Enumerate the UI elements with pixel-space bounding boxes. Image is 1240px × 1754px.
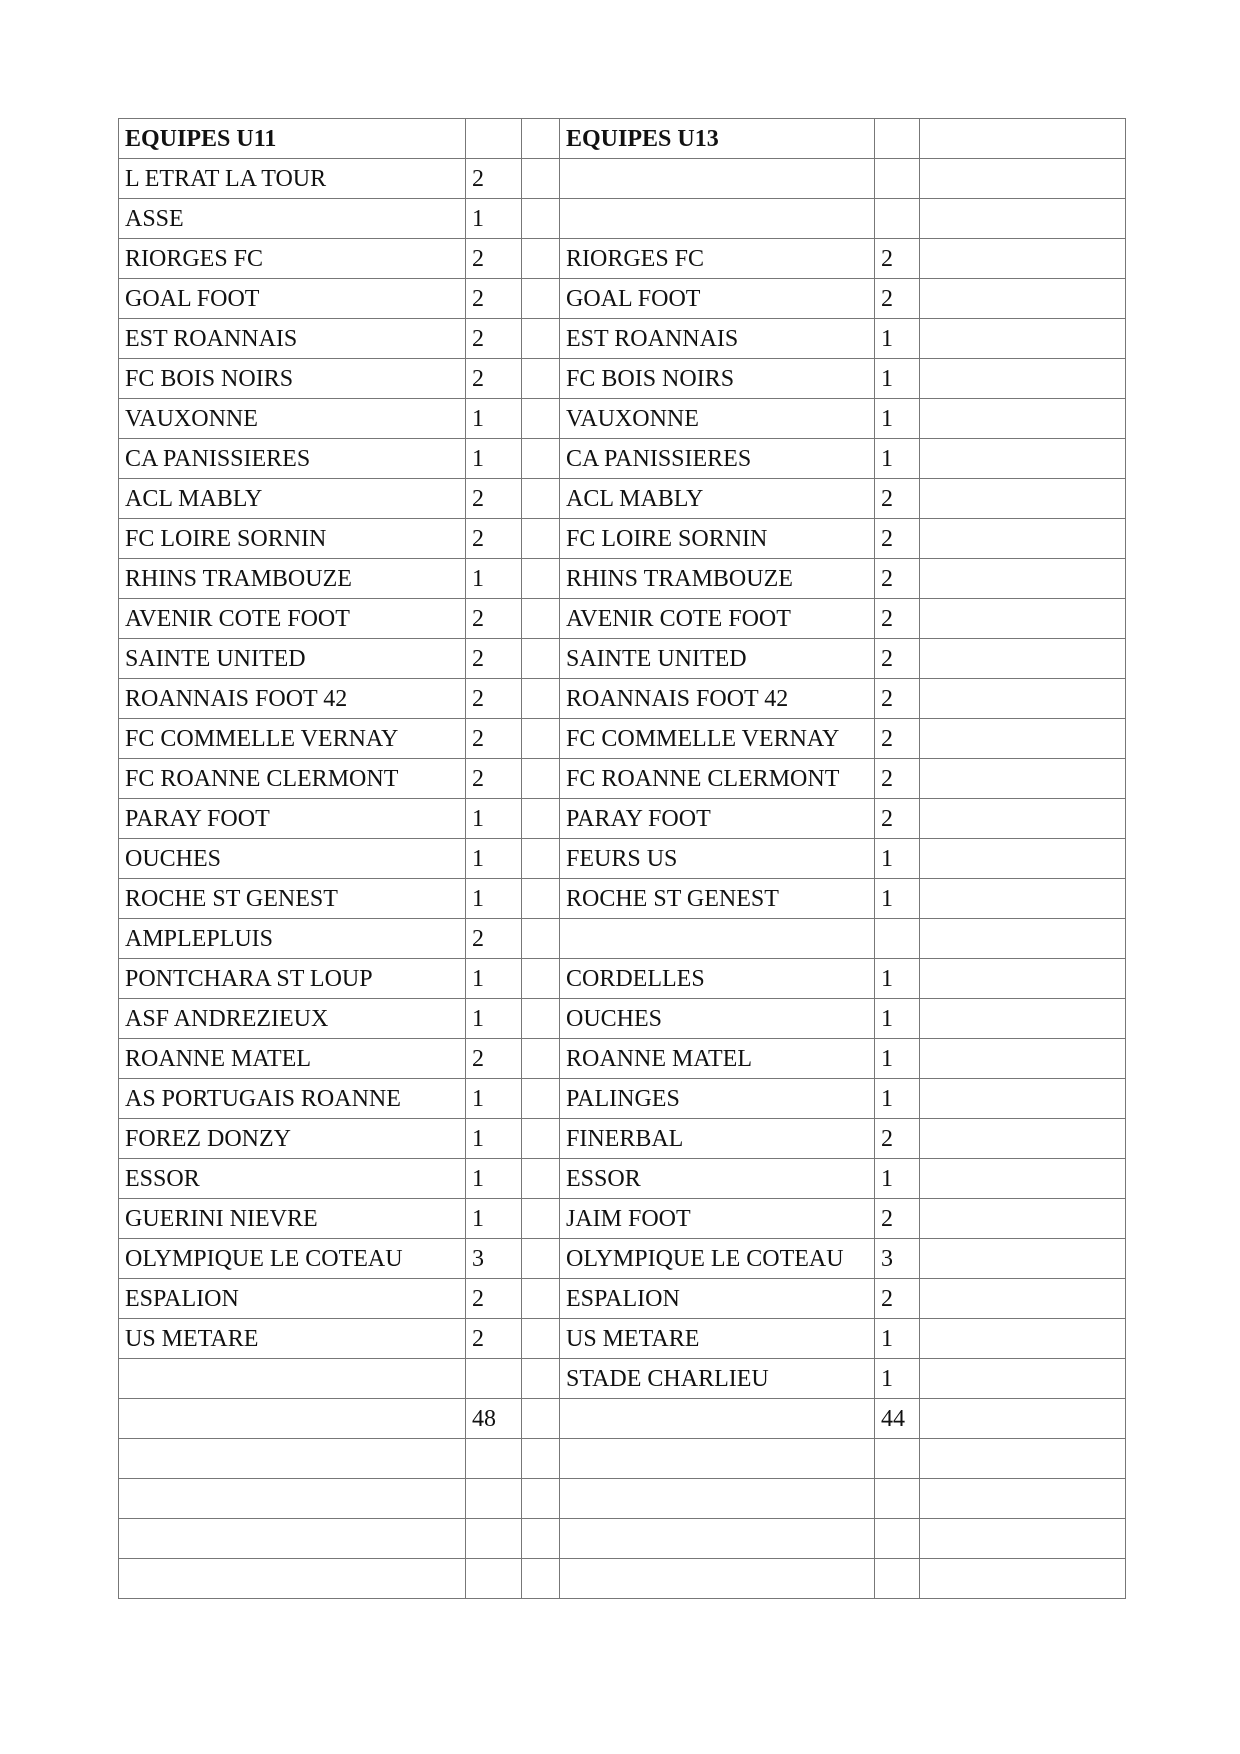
empty-row <box>119 1519 1126 1559</box>
u11-team-cell: PONTCHARA ST LOUP <box>119 959 466 999</box>
u11-team-cell: AMPLEPLUIS <box>119 919 466 959</box>
u11-total-cell: 48 <box>466 1399 522 1439</box>
extra-cell <box>920 559 1126 599</box>
empty-cell <box>522 1479 560 1519</box>
u13-team-cell: US METARE <box>560 1319 875 1359</box>
u11-count-cell: 1 <box>466 439 522 479</box>
spacer-cell <box>522 199 560 239</box>
u11-count-cell: 2 <box>466 319 522 359</box>
spacer-cell <box>522 839 560 879</box>
table-row <box>119 799 1126 839</box>
u11-count-cell: 1 <box>466 999 522 1039</box>
u13-count-cell: 2 <box>875 519 920 559</box>
table-row <box>119 159 1126 199</box>
extra-cell <box>920 839 1126 879</box>
u11-team-cell: OLYMPIQUE LE COTEAU <box>119 1239 466 1279</box>
u13-team-cell: FINERBAL <box>560 1119 875 1159</box>
u11-team-cell: ASSE <box>119 199 466 239</box>
table-row <box>119 679 1126 719</box>
u11-team-cell: AS PORTUGAIS ROANNE <box>119 1079 466 1119</box>
u11-count-cell: 3 <box>466 1239 522 1279</box>
u13-team-cell: STADE CHARLIEU <box>560 1359 875 1399</box>
extra-cell <box>920 1319 1126 1359</box>
u11-count-cell: 2 <box>466 719 522 759</box>
spacer-cell <box>522 679 560 719</box>
u11-count-cell: 2 <box>466 1039 522 1079</box>
extra-cell <box>920 319 1126 359</box>
u13-count-cell: 1 <box>875 1039 920 1079</box>
header-row <box>119 119 1126 159</box>
u13-count-cell: 1 <box>875 1319 920 1359</box>
u11-count-cell: 2 <box>466 1319 522 1359</box>
extra-cell <box>920 119 1126 159</box>
spacer-cell <box>522 1079 560 1119</box>
extra-cell <box>920 919 1126 959</box>
extra-cell <box>920 1359 1126 1399</box>
table-row <box>119 319 1126 359</box>
u13-count-cell: 1 <box>875 359 920 399</box>
u13-count-cell: 2 <box>875 1279 920 1319</box>
spacer-cell <box>522 1399 560 1439</box>
u11-count-cell: 2 <box>466 1279 522 1319</box>
u11-count-cell: 1 <box>466 799 522 839</box>
extra-cell <box>920 1079 1126 1119</box>
u13-team-cell: ACL MABLY <box>560 479 875 519</box>
u13-count-cell <box>875 159 920 199</box>
u11-count-cell <box>466 1359 522 1399</box>
u13-team-cell: CA PANISSIERES <box>560 439 875 479</box>
u13-team-cell: AVENIR COTE FOOT <box>560 599 875 639</box>
extra-cell <box>920 799 1126 839</box>
u11-count-cell: 2 <box>466 679 522 719</box>
spacer-cell <box>522 1359 560 1399</box>
table-row <box>119 839 1126 879</box>
spacer-cell <box>522 559 560 599</box>
empty-cell <box>920 1519 1126 1559</box>
u13-count-cell: 1 <box>875 399 920 439</box>
table-row <box>119 359 1126 399</box>
u13-team-cell: ROANNAIS FOOT 42 <box>560 679 875 719</box>
u11-team-cell: ROCHE ST GENEST <box>119 879 466 919</box>
u11-team-cell: RIORGES FC <box>119 239 466 279</box>
u11-team-cell: ACL MABLY <box>119 479 466 519</box>
u13-team-cell <box>560 159 875 199</box>
u11-team-cell: FC LOIRE SORNIN <box>119 519 466 559</box>
u11-count-cell: 2 <box>466 279 522 319</box>
extra-cell <box>920 1039 1126 1079</box>
spacer-cell <box>522 1119 560 1159</box>
table-row <box>119 719 1126 759</box>
table-row <box>119 999 1126 1039</box>
u11-team-cell: ROANNAIS FOOT 42 <box>119 679 466 719</box>
spacer-cell <box>522 279 560 319</box>
extra-cell <box>920 999 1126 1039</box>
extra-cell <box>920 1279 1126 1319</box>
table-row <box>119 1039 1126 1079</box>
u11-count-cell: 2 <box>466 159 522 199</box>
u13-total-label-cell <box>560 1399 875 1439</box>
teams-table-body <box>119 119 1126 1599</box>
u11-team-cell: ESSOR <box>119 1159 466 1199</box>
empty-cell <box>522 1559 560 1599</box>
u11-team-cell: ASF ANDREZIEUX <box>119 999 466 1039</box>
u11-count-cell: 1 <box>466 399 522 439</box>
empty-cell <box>119 1439 466 1479</box>
extra-cell <box>920 599 1126 639</box>
u13-count-cell: 2 <box>875 759 920 799</box>
empty-cell <box>560 1479 875 1519</box>
u13-count-cell: 1 <box>875 879 920 919</box>
spacer-cell <box>522 1319 560 1359</box>
empty-cell <box>119 1519 466 1559</box>
table-row <box>119 279 1126 319</box>
u13-count-cell: 3 <box>875 1239 920 1279</box>
u13-team-cell: JAIM FOOT <box>560 1199 875 1239</box>
u13-count-cell: 1 <box>875 959 920 999</box>
table-row <box>119 759 1126 799</box>
u13-count-cell: 2 <box>875 239 920 279</box>
u13-team-cell: OUCHES <box>560 999 875 1039</box>
u11-count-cell: 1 <box>466 879 522 919</box>
extra-cell <box>920 439 1126 479</box>
table-row <box>119 479 1126 519</box>
u11-team-cell: AVENIR COTE FOOT <box>119 599 466 639</box>
empty-row <box>119 1439 1126 1479</box>
table-row <box>119 559 1126 599</box>
spacer-cell <box>522 239 560 279</box>
table-row <box>119 1119 1126 1159</box>
u13-team-cell: ESSOR <box>560 1159 875 1199</box>
u13-count-cell: 1 <box>875 999 920 1039</box>
table-row <box>119 959 1126 999</box>
extra-cell <box>920 679 1126 719</box>
spacer-cell <box>522 439 560 479</box>
table-row <box>119 1319 1126 1359</box>
u11-team-cell: PARAY FOOT <box>119 799 466 839</box>
extra-cell <box>920 279 1126 319</box>
u13-count-cell: 1 <box>875 1359 920 1399</box>
spacer-cell <box>522 999 560 1039</box>
u13-header: EQUIPES U13 <box>560 119 875 159</box>
u11-count-cell: 1 <box>466 839 522 879</box>
empty-cell <box>875 1479 920 1519</box>
u11-count-cell: 1 <box>466 1119 522 1159</box>
extra-cell <box>920 639 1126 679</box>
u11-team-cell: OUCHES <box>119 839 466 879</box>
empty-cell <box>920 1439 1126 1479</box>
empty-cell <box>466 1479 522 1519</box>
u13-count-cell <box>875 199 920 239</box>
spacer-cell <box>522 519 560 559</box>
extra-cell <box>920 1239 1126 1279</box>
u13-team-cell: PALINGES <box>560 1079 875 1119</box>
u13-team-cell: RIORGES FC <box>560 239 875 279</box>
spacer-cell <box>522 399 560 439</box>
spacer-cell <box>522 599 560 639</box>
u13-count-cell: 1 <box>875 1079 920 1119</box>
extra-cell <box>920 399 1126 439</box>
u13-team-cell: OLYMPIQUE LE COTEAU <box>560 1239 875 1279</box>
table-row <box>119 1079 1126 1119</box>
extra-cell <box>920 759 1126 799</box>
extra-cell <box>920 239 1126 279</box>
u11-count-cell: 2 <box>466 639 522 679</box>
empty-cell <box>560 1559 875 1599</box>
empty-cell <box>875 1559 920 1599</box>
u13-count-cell: 2 <box>875 279 920 319</box>
u13-count-cell: 2 <box>875 559 920 599</box>
u11-team-cell: FC COMMELLE VERNAY <box>119 719 466 759</box>
empty-cell <box>522 1519 560 1559</box>
u11-team-cell: VAUXONNE <box>119 399 466 439</box>
u13-count-cell: 1 <box>875 839 920 879</box>
u13-team-cell: FC BOIS NOIRS <box>560 359 875 399</box>
u13-team-cell: RHINS TRAMBOUZE <box>560 559 875 599</box>
u13-team-cell: SAINTE UNITED <box>560 639 875 679</box>
u11-team-cell: ROANNE MATEL <box>119 1039 466 1079</box>
empty-cell <box>119 1559 466 1599</box>
extra-cell <box>920 719 1126 759</box>
spacer-cell <box>522 119 560 159</box>
spacer-cell <box>522 759 560 799</box>
u13-team-cell: ESPALION <box>560 1279 875 1319</box>
spacer-cell <box>522 159 560 199</box>
empty-cell <box>466 1519 522 1559</box>
u13-team-cell: FC COMMELLE VERNAY <box>560 719 875 759</box>
u13-team-cell: FEURS US <box>560 839 875 879</box>
empty-cell <box>920 1559 1126 1599</box>
u13-count-cell: 2 <box>875 479 920 519</box>
empty-cell <box>522 1439 560 1479</box>
spacer-cell <box>522 479 560 519</box>
u11-team-cell: US METARE <box>119 1319 466 1359</box>
table-row <box>119 239 1126 279</box>
spacer-cell <box>522 359 560 399</box>
u11-team-cell: CA PANISSIERES <box>119 439 466 479</box>
teams-table <box>118 118 1126 1599</box>
empty-cell <box>875 1439 920 1479</box>
u11-team-cell: FC BOIS NOIRS <box>119 359 466 399</box>
u13-team-cell: ROANNE MATEL <box>560 1039 875 1079</box>
table-row <box>119 519 1126 559</box>
table-row <box>119 439 1126 479</box>
u11-team-cell: RHINS TRAMBOUZE <box>119 559 466 599</box>
extra-cell <box>920 159 1126 199</box>
u11-team-cell: EST ROANNAIS <box>119 319 466 359</box>
u13-count-cell: 2 <box>875 1119 920 1159</box>
u11-count-cell: 1 <box>466 1199 522 1239</box>
table-row <box>119 879 1126 919</box>
u13-team-cell: EST ROANNAIS <box>560 319 875 359</box>
u13-count-cell: 2 <box>875 639 920 679</box>
u11-count-cell: 2 <box>466 759 522 799</box>
extra-cell <box>920 1199 1126 1239</box>
u13-team-cell: GOAL FOOT <box>560 279 875 319</box>
empty-row <box>119 1479 1126 1519</box>
u11-count-cell: 1 <box>466 1079 522 1119</box>
table-row <box>119 1359 1126 1399</box>
empty-cell <box>560 1439 875 1479</box>
extra-cell <box>920 879 1126 919</box>
u11-count-cell: 2 <box>466 359 522 399</box>
spacer-cell <box>522 1199 560 1239</box>
u11-header: EQUIPES U11 <box>119 119 466 159</box>
extra-cell <box>920 479 1126 519</box>
extra-cell <box>920 1399 1126 1439</box>
u11-team-cell: FC ROANNE CLERMONT <box>119 759 466 799</box>
u13-total-cell: 44 <box>875 1399 920 1439</box>
table-row <box>119 639 1126 679</box>
table-row <box>119 1239 1126 1279</box>
u13-count-cell: 2 <box>875 1199 920 1239</box>
empty-cell <box>875 1519 920 1559</box>
spacer-cell <box>522 799 560 839</box>
u11-count-cell: 2 <box>466 519 522 559</box>
u11-count-cell: 2 <box>466 479 522 519</box>
u13-team-cell: VAUXONNE <box>560 399 875 439</box>
u13-team-cell: CORDELLES <box>560 959 875 999</box>
u13-team-cell: FC LOIRE SORNIN <box>560 519 875 559</box>
spacer-cell <box>522 319 560 359</box>
u13-count-cell: 1 <box>875 439 920 479</box>
spacer-cell <box>522 639 560 679</box>
spacer-cell <box>522 1239 560 1279</box>
u11-team-cell: GUERINI NIEVRE <box>119 1199 466 1239</box>
spacer-cell <box>522 1039 560 1079</box>
spacer-cell <box>522 919 560 959</box>
extra-cell <box>920 959 1126 999</box>
spacer-cell <box>522 1279 560 1319</box>
empty-cell <box>560 1519 875 1559</box>
u13-count-cell: 2 <box>875 679 920 719</box>
spacer-cell <box>522 1159 560 1199</box>
u11-count-cell: 2 <box>466 239 522 279</box>
u11-count-cell: 1 <box>466 199 522 239</box>
u11-team-cell: GOAL FOOT <box>119 279 466 319</box>
u13-team-cell <box>560 199 875 239</box>
u13-count-cell: 1 <box>875 1159 920 1199</box>
spacer-cell <box>522 879 560 919</box>
u11-count-cell: 1 <box>466 959 522 999</box>
u13-count-cell: 2 <box>875 599 920 639</box>
u13-team-cell: PARAY FOOT <box>560 799 875 839</box>
u11-total-label-cell <box>119 1399 466 1439</box>
u11-team-cell: ESPALION <box>119 1279 466 1319</box>
spacer-cell <box>522 959 560 999</box>
empty-cell <box>119 1479 466 1519</box>
empty-row <box>119 1559 1126 1599</box>
u11-count-cell: 2 <box>466 599 522 639</box>
u11-count-cell: 2 <box>466 919 522 959</box>
table-row <box>119 919 1126 959</box>
u11-team-cell: SAINTE UNITED <box>119 639 466 679</box>
u11-count-cell: 1 <box>466 559 522 599</box>
u13-count-cell: 2 <box>875 719 920 759</box>
extra-cell <box>920 359 1126 399</box>
u13-team-cell <box>560 919 875 959</box>
u13-count-cell: 1 <box>875 319 920 359</box>
extra-cell <box>920 1159 1126 1199</box>
table-row <box>119 199 1126 239</box>
empty-cell <box>920 1479 1126 1519</box>
u13-count-cell <box>875 919 920 959</box>
spacer-cell <box>522 719 560 759</box>
extra-cell <box>920 519 1126 559</box>
u11-count-cell: 1 <box>466 1159 522 1199</box>
empty-cell <box>466 1439 522 1479</box>
extra-cell <box>920 1119 1126 1159</box>
u13-team-cell: FC ROANNE CLERMONT <box>560 759 875 799</box>
table-row <box>119 599 1126 639</box>
table-row <box>119 1199 1126 1239</box>
empty-cell <box>466 1559 522 1599</box>
extra-cell <box>920 199 1126 239</box>
table-row <box>119 1159 1126 1199</box>
u11-team-cell <box>119 1359 466 1399</box>
u11-team-cell: L ETRAT LA TOUR <box>119 159 466 199</box>
u13-team-cell: ROCHE ST GENEST <box>560 879 875 919</box>
u13-count-cell: 2 <box>875 799 920 839</box>
totals-row <box>119 1399 1126 1439</box>
u11-count-header <box>466 119 522 159</box>
u11-team-cell: FOREZ DONZY <box>119 1119 466 1159</box>
table-row <box>119 399 1126 439</box>
u13-count-header <box>875 119 920 159</box>
table-row <box>119 1279 1126 1319</box>
